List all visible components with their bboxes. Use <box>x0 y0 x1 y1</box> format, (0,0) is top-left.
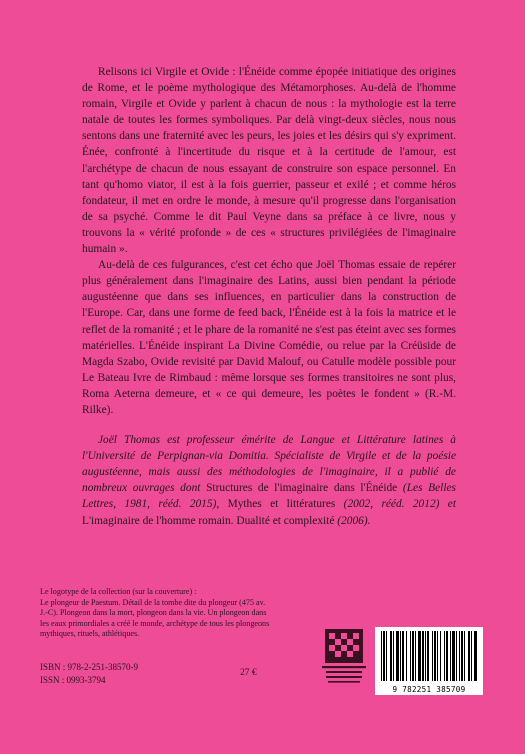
publisher-logo-icon <box>318 627 370 685</box>
bio-title-3: L'imaginaire de l'homme romain. Dualité et complexité <box>82 514 335 527</box>
isbn-block <box>40 661 138 686</box>
barcode <box>375 627 483 695</box>
bio-title-2: Mythes et littératures <box>227 498 336 511</box>
logo-note-body: Le plongeur de Paestum. Détail de la tombe dite du plongeur (475 av. J.-C). Plongeon dans la mort, plongeon dans la vie. Un plongeon dans les eaux primordiales a créé le monde, archétype de tous les plongeons mythiques, rituels, athlétiques. <box>40 597 270 639</box>
author-bio <box>82 432 456 529</box>
barcode-bars <box>375 627 483 685</box>
logo-note <box>40 587 270 640</box>
issn: ISSN : 0993-3794 <box>40 674 106 685</box>
paragraph-1: Relisons ici Virgile et Ovide : l'Énéide comme épopée initiatique des origines de Rome, et le poème mythologique des Métamorphoses. Au-delà de l'homme romain, Virgile et Ovide y parlent à chacun de nous : la mythologie est la terre natale de toutes les formes symboliques. Par delà vingt-deux siècles, nous nous sentons dans une fraternité avec les peurs, les joies et les désirs qui s'y expriment. Énée, confronté à l'incertitude du risque et à la certitude de l'amour, est l'archétype de chacun de nous essayant de construire son espace personnel. En tant qu'homo viator, il est à la fois guerrier, passeur et exilé ; et comme héros fondateur, il met en ordre le monde, à mesure qu'il progresse dans l'organisation de sa psyché. Comme le dit Paul Veyne dans sa préface à ce livre, nous y trouvons la « vérité profonde » de ces « structures privilégiées de l'imaginaire humain ». <box>82 66 456 256</box>
bio-text-1: Joël Thomas est professeur émérite de Langue et Littérature latines à l'Université de Perpignan-via Domitia. Spécialiste de Virgile et de la poésie augustéenne, mais aussi des méthodologies de l'imaginaire, il a publié de nombreux ouvrages dont <box>82 434 456 495</box>
isbn: ISBN : 978-2-251-38570-9 <box>40 662 138 672</box>
bio-text-4: (2006). <box>334 514 371 527</box>
barcode-number: 9 782251 385709 <box>392 685 466 694</box>
paragraph-2: Au-delà de ces fulgurances, c'est cet écho que Joël Thomas essaie de repérer plus généralement dans l'imaginaire des Latins, aussi bien pendant la période augustéenne que dans ses influences, en particulier dans la construction de l'Europe. Car, dans une forme de feed back, l'Énéide est à la fois la matrice et le reflet de la romanité ; et le phare de la romanité ne s'est pas éteint avec ses formes matérielles. L'Énéide inspirant La Divine Comédie, ou relue par la Créüside de Magda Szabo, Ovide revisité par David Malouf, ou Catulle modèle possible pour Le Bateau Ivre de Rimbaud : même lorsque ses formes transitoires ne sont plus, Roma Aeterna demeure, et « ce qui demeure, les poètes le fondent » (R.-M. Rilke). <box>82 259 456 416</box>
publisher-logo <box>318 627 370 685</box>
bio-title-1: Structures de l'imaginaire dans l'Énéide <box>206 482 398 495</box>
logo-note-heading: Le logotype de la collection (sur la couverture) : <box>40 587 197 596</box>
back-cover-text <box>82 64 456 529</box>
bio-text-2: (Les Belles Lettres, 1981, rééd. 2015), <box>82 482 456 511</box>
price: 27 € <box>240 668 257 678</box>
bio-text-3: (2002, rééd. 2012) et <box>335 498 456 511</box>
